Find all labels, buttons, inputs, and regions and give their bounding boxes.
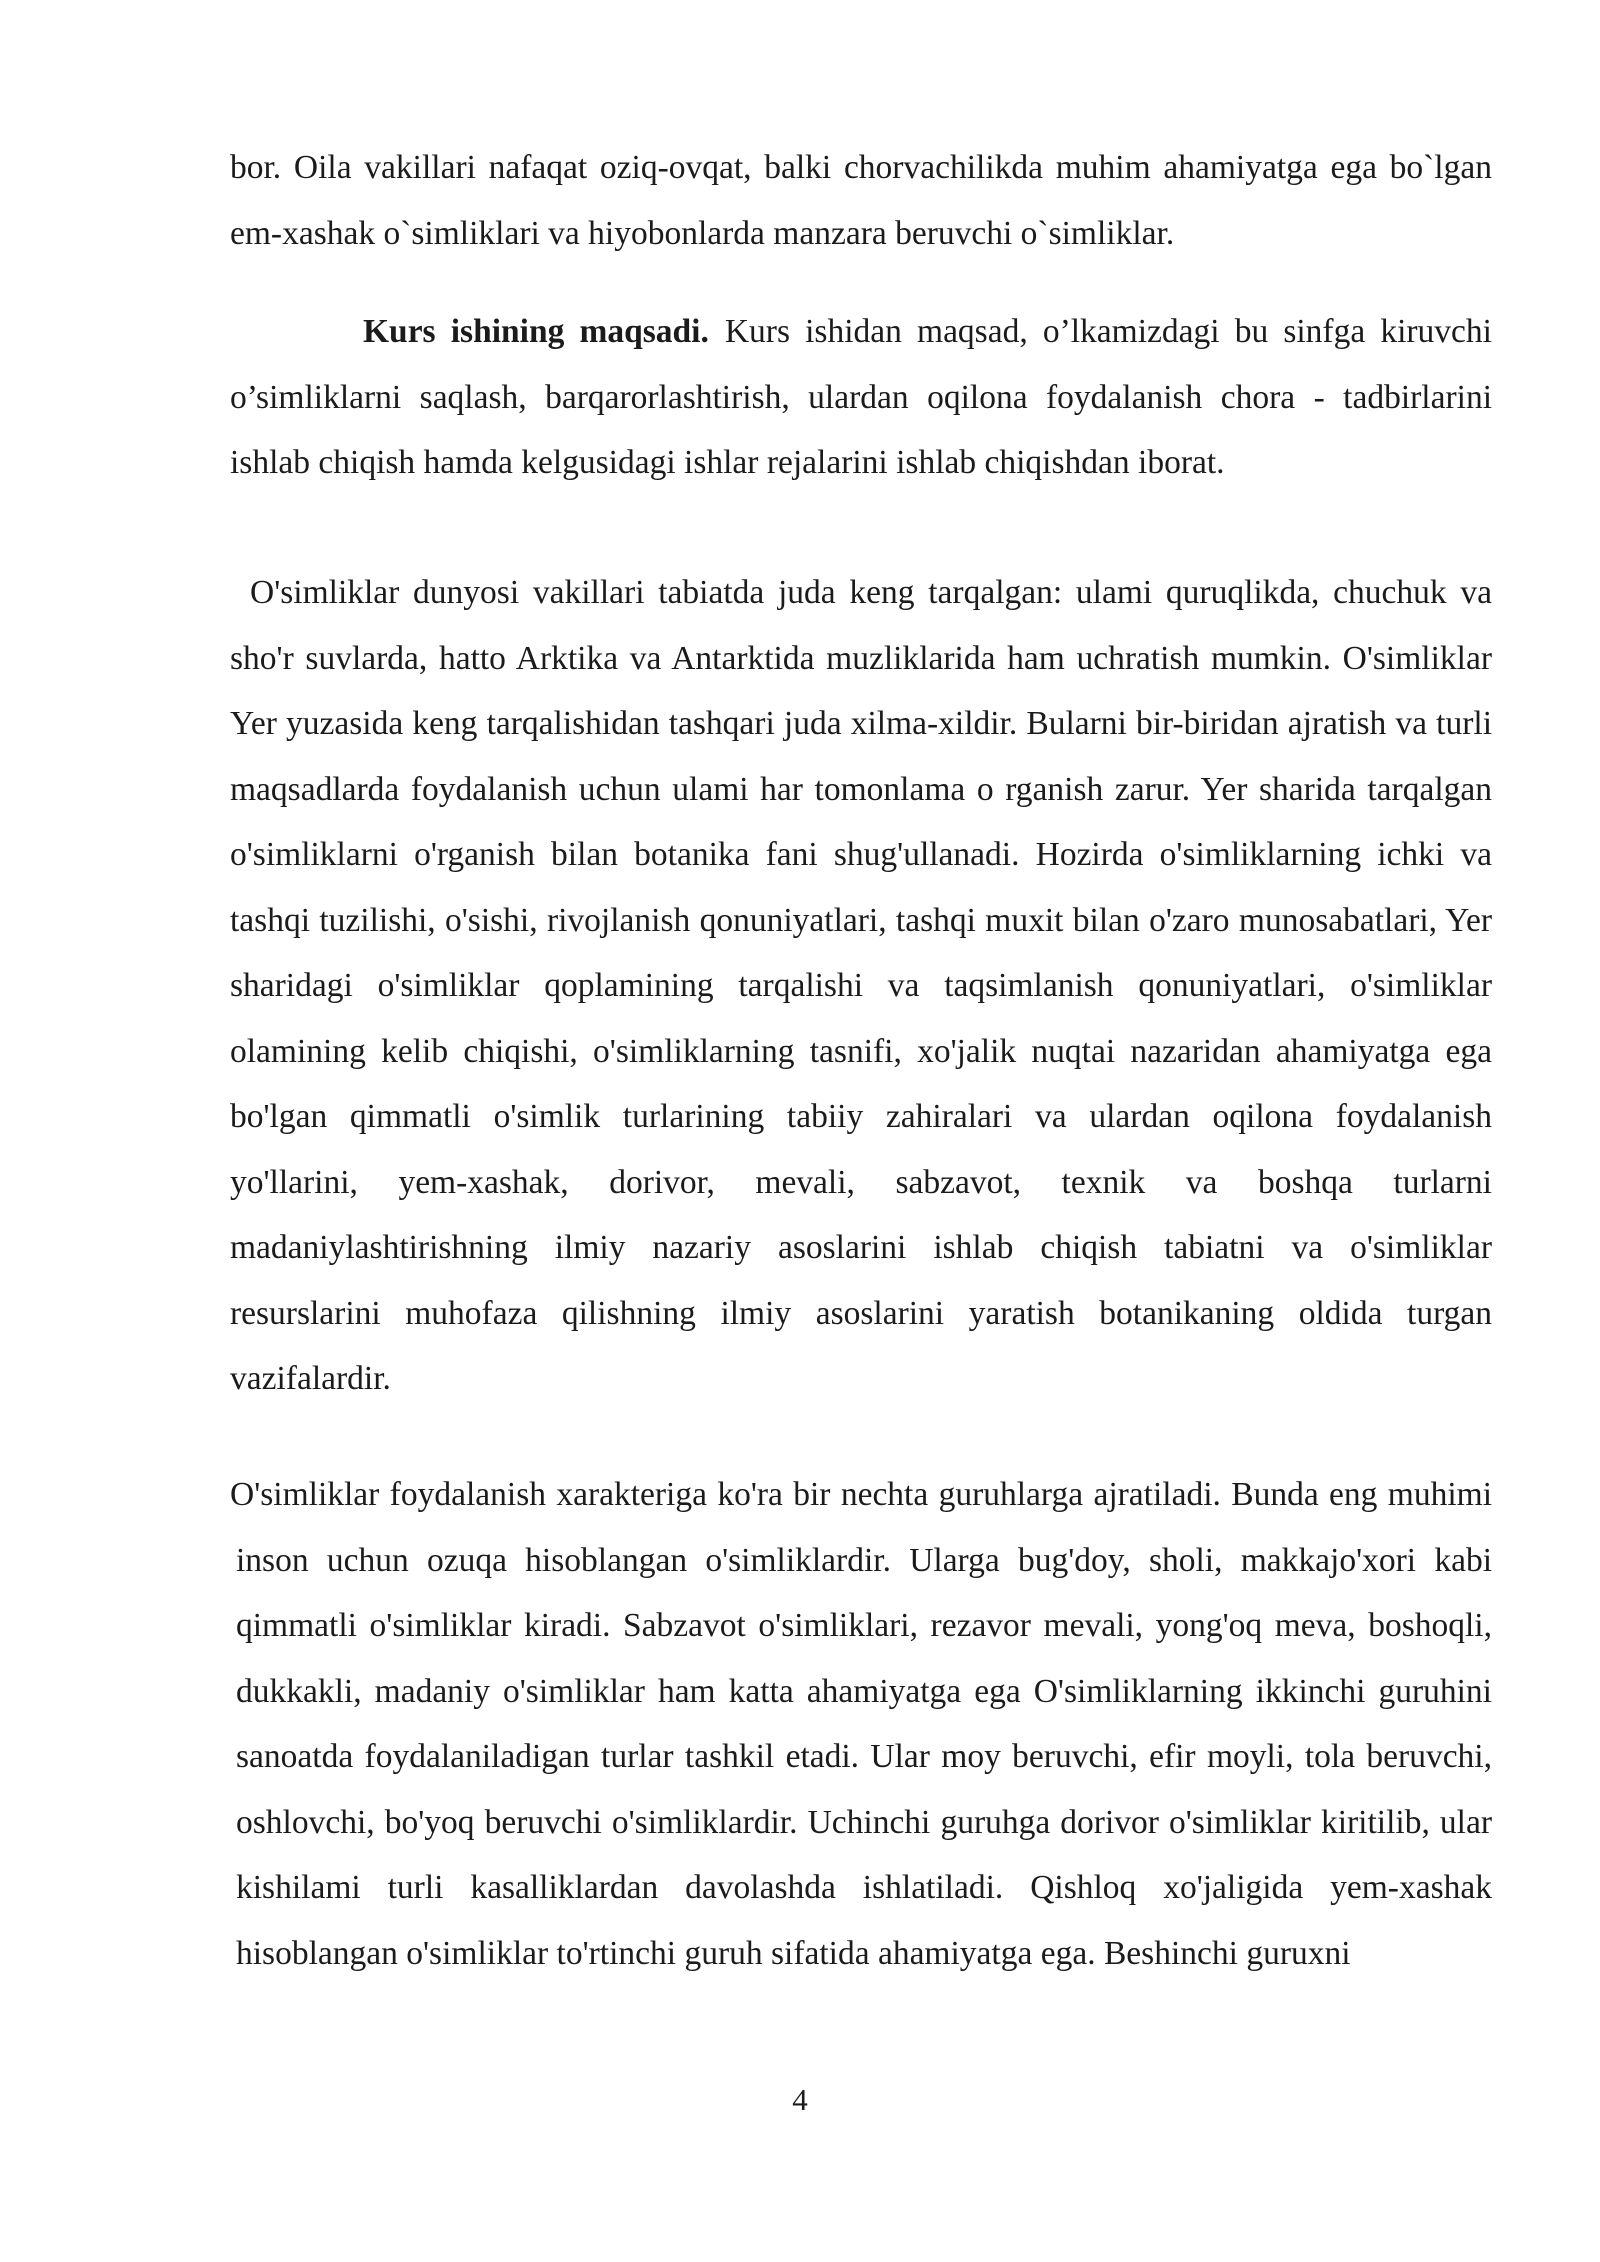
paragraph-intro	[230, 135, 1492, 266]
course-aim-heading: Kurs ishining maqsadi.	[363, 313, 709, 350]
paragraph-course-aim	[230, 299, 1492, 496]
paragraph-course-aim-body	[230, 299, 1492, 496]
page-number: 4	[792, 2082, 808, 2117]
course-aim-text: Kurs ishidan maqsad, o’lkamizdagi bu sinfga kiruvchi o’simliklarni saqlash, barqarorlashtirish, ulardan oqilona foydalanish chora - tadbirlarini ishlab chiqish hamda kelgusidagi ishlar rejalarini ishlab chiqishdan iborat.	[230, 313, 1492, 481]
paragraph-plant-groups	[230, 1462, 1492, 1986]
paragraph-plant-world-text: O'simliklar dunyosi vakillari tabiatda juda keng tarqalgan: ulami quruqlikda, chuchuk va sho'r suvlarda, hatto Arktika va Antarktida muzliklarida ham uchratish mumkin. O'simliklar Yer yuzasida keng tarqalishidan tashqari juda xilma-xildir. Bularni bir-biridan ajratish va turli maqsadlarda foydalanish uchun ulami har tomonlama o rganish zarur. Yer sharida tarqalgan o'simliklarni o'rganish bilan botanika fani shug'ullanadi. Hozirda o'simliklarning ichki va tashqi tuzilishi, o'sishi, rivojlanish qonuniyatlari, tashqi muxit bilan o'zaro munosabatlari, Yer sharidagi o'simliklar qoplamining tarqalishi va taqsimlanish qonuniyatlari, o'simliklar olamining kelib chiqishi, o'simliklarning tasnifi, xo'jalik nuqtai nazaridan ahamiyatga ega bo'lgan qimmatli o'simlik turlarining tabiiy zahiralari va ulardan oqilona foydalanish yo'llarini, yem-xashak, dorivor, mevali, sabzavot, texnik va boshqa turlarni madaniylashtirishning ilmiy nazariy asoslarini ishlab chiqish tabiatni va o'simliklar resurslarini muhofaza qilishning ilmiy asoslarini yaratish botanikaning oldida turgan vazifalardir.	[230, 574, 1492, 1397]
paragraph-intro-text: bor. Oila vakillari nafaqat oziq-ovqat, balki chorvachilikda muhim ahamiyatga ega bo`lgan em-xashak o`simliklari va hiyobonlarda manzara beruvchi o`simliklar.	[230, 149, 1492, 252]
paragraph-plant-world	[230, 560, 1492, 1412]
paragraph-plant-groups-text: O'simliklar foydalanish xarakteriga ko'ra bir nechta guruhlarga ajratiladi. Bunda eng muhimi inson uchun ozuqa hisoblangan o'simliklardir. Ularga bug'doy, sholi, makkajo'xori kabi qimmatli o'simliklar kiradi. Sabzavot o'simliklari, rezavor mevali, yong'oq meva, boshoqli, dukkakli, madaniy o'simliklar ham katta ahamiyatga ega O'simliklarning ikkinchi guruhini sanoatda foydalaniladigan turlar tashkil etadi. Ular moy beruvchi, efir moyli, tola beruvchi, oshlovchi, bo'yoq beruvchi o'simliklardir. Uchinchi guruhga dorivor o'simliklar kiritilib, ular kishilami turli kasalliklardan davolashda ishlatiladi. Qishloq xo'jaligida yem-xashak hisoblangan o'simliklar to'rtinchi guruh sifatida ahamiyatga ega. Beshinchi guruxni	[230, 1476, 1492, 1972]
